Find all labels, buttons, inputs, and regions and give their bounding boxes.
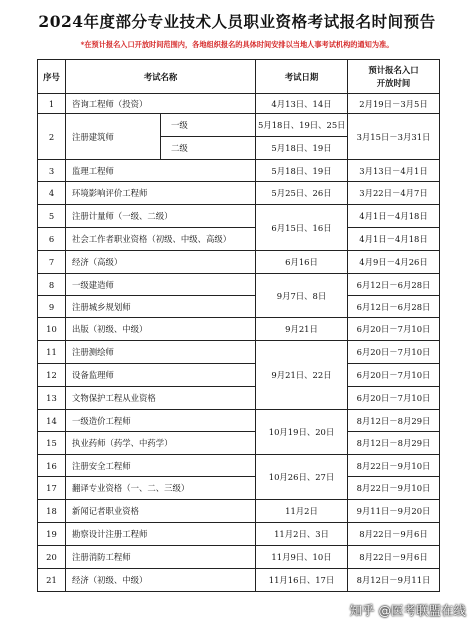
table-row	[38, 318, 440, 341]
signup-window: 6月20日－7月10日	[348, 364, 440, 387]
exam-date: 10月26日、27日	[256, 455, 348, 500]
exam-name: 经济（高级）	[66, 251, 256, 274]
exam-date: 5月25日、26日	[256, 182, 348, 205]
signup-window: 4月1日－4月18日	[348, 228, 440, 251]
exam-name: 出版（初级、中级）	[66, 318, 256, 341]
table-row	[38, 160, 440, 182]
table-row	[38, 523, 440, 546]
exam-name: 文物保护工程从业资格	[66, 387, 256, 410]
exam-name: 一级造价工程师	[66, 410, 256, 432]
exam-date: 6月16日	[256, 251, 348, 274]
signup-window: 6月20日－7月10日	[348, 341, 440, 364]
table-row	[38, 251, 440, 274]
exam-date: 9月21日、22日	[256, 341, 348, 410]
table-row	[38, 296, 440, 318]
row-no: 12	[38, 364, 66, 387]
table-row	[38, 274, 440, 296]
table-row	[38, 182, 440, 205]
row-no: 5	[38, 205, 66, 228]
exam-name: 勘察设计注册工程师	[66, 523, 256, 546]
exam-name: 执业药师（药学、中药学）	[66, 432, 256, 455]
row-no: 7	[38, 251, 66, 274]
table-row	[38, 114, 440, 137]
row-no: 13	[38, 387, 66, 410]
table-row	[38, 477, 440, 500]
exam-date: 11月9日、10日	[256, 546, 348, 569]
exam-name: 一级建造师	[66, 274, 256, 296]
row-no: 11	[38, 341, 66, 364]
row-no: 6	[38, 228, 66, 251]
exam-name: 注册消防工程师	[66, 546, 256, 569]
row-no: 20	[38, 546, 66, 569]
signup-window: 8月22日－9月10日	[348, 477, 440, 500]
table-header-row	[38, 60, 440, 94]
row-no: 14	[38, 410, 66, 432]
exam-level: 二级	[161, 137, 256, 160]
exam-date: 11月2日、3日	[256, 523, 348, 546]
header-no: 序号	[38, 60, 66, 94]
row-no: 3	[38, 160, 66, 182]
signup-window: 3月15日－3月31日	[348, 114, 440, 160]
exam-name: 注册测绘师	[66, 341, 256, 364]
table-row	[38, 500, 440, 523]
table-row	[38, 94, 440, 114]
table-row	[38, 569, 440, 592]
table-row	[38, 546, 440, 569]
signup-window: 6月12日－6月28日	[348, 296, 440, 318]
header-name: 考试名称	[66, 60, 256, 94]
row-no: 2	[38, 114, 66, 160]
exam-date: 4月13日、14日	[256, 94, 348, 114]
row-no: 18	[38, 500, 66, 523]
header-window: 预计报名入口 开放时间	[348, 60, 440, 94]
table-row	[38, 432, 440, 455]
exam-name: 社会工作者职业资格（初级、中级、高级）	[66, 228, 256, 251]
signup-window: 2月19日－3月5日	[348, 94, 440, 114]
row-no: 8	[38, 274, 66, 296]
exam-schedule-table	[37, 59, 440, 592]
exam-name: 注册计量师（一级、二级）	[66, 205, 256, 228]
row-no: 21	[38, 569, 66, 592]
row-no: 10	[38, 318, 66, 341]
notice-text: *在预计报名入口开放时间范围内，各地组织报名的具体时间安排以当地人事考试机构的通知为准。	[80, 40, 394, 49]
exam-name: 设备监理师	[66, 364, 256, 387]
exam-name: 注册建筑师	[66, 114, 161, 160]
signup-window: 8月22日－9月10日	[348, 455, 440, 477]
signup-window: 9月11日－9月20日	[348, 500, 440, 523]
table-row	[38, 364, 440, 387]
exam-name: 监理工程师	[66, 160, 256, 182]
signup-window: 6月20日－7月10日	[348, 318, 440, 341]
table-row	[38, 205, 440, 228]
exam-date: 11月16日、17日	[256, 569, 348, 592]
signup-window: 6月12日－6月28日	[348, 274, 440, 296]
row-no: 15	[38, 432, 66, 455]
exam-date: 6月15日、16日	[256, 205, 348, 251]
exam-date: 11月2日	[256, 500, 348, 523]
exam-name: 新闻记者职业资格	[66, 500, 256, 523]
exam-name: 翻译专业资格（一、二、三级）	[66, 477, 256, 500]
exam-name: 咨询工程师（投资）	[66, 94, 256, 114]
signup-window: 6月20日－7月10日	[348, 387, 440, 410]
exam-date: 5月18日、19日	[256, 160, 348, 182]
exam-name: 注册安全工程师	[66, 455, 256, 477]
watermark: 知乎 @医考联盟在线	[349, 603, 466, 618]
exam-name: 环境影响评价工程师	[66, 182, 256, 205]
signup-window: 4月1日－4月18日	[348, 205, 440, 228]
signup-window: 8月12日－8月29日	[348, 410, 440, 432]
row-no: 16	[38, 455, 66, 477]
row-no: 4	[38, 182, 66, 205]
signup-window: 8月12日－9月11日	[348, 569, 440, 592]
exam-name: 注册城乡规划师	[66, 296, 256, 318]
exam-date: 9月7日、8日	[256, 274, 348, 318]
row-no: 1	[38, 94, 66, 114]
signup-window: 8月12日－8月29日	[348, 432, 440, 455]
signup-window: 3月13日－4月1日	[348, 160, 440, 182]
row-no: 19	[38, 523, 66, 546]
signup-window: 3月22日－4月7日	[348, 182, 440, 205]
table-row	[38, 455, 440, 477]
exam-date: 10月19日、20日	[256, 410, 348, 455]
exam-name: 经济（初级、中级）	[66, 569, 256, 592]
signup-window: 4月9日－4月26日	[348, 251, 440, 274]
exam-date: 5月18日、19日、25日	[256, 114, 348, 137]
signup-window: 8月22日－9月6日	[348, 546, 440, 569]
exam-date: 9月21日	[256, 318, 348, 341]
row-no: 9	[38, 296, 66, 318]
row-no: 17	[38, 477, 66, 500]
table-row	[38, 228, 440, 251]
page-title: 2024年度部分专业技术人员职业资格考试报名时间预告	[38, 12, 436, 31]
table-row	[38, 387, 440, 410]
header-date: 考试日期	[256, 60, 348, 94]
exam-date: 5月18日、19日	[256, 137, 348, 160]
signup-window: 8月22日－9月6日	[348, 523, 440, 546]
exam-level: 一级	[161, 114, 256, 137]
table-row	[38, 410, 440, 432]
table-row	[38, 341, 440, 364]
